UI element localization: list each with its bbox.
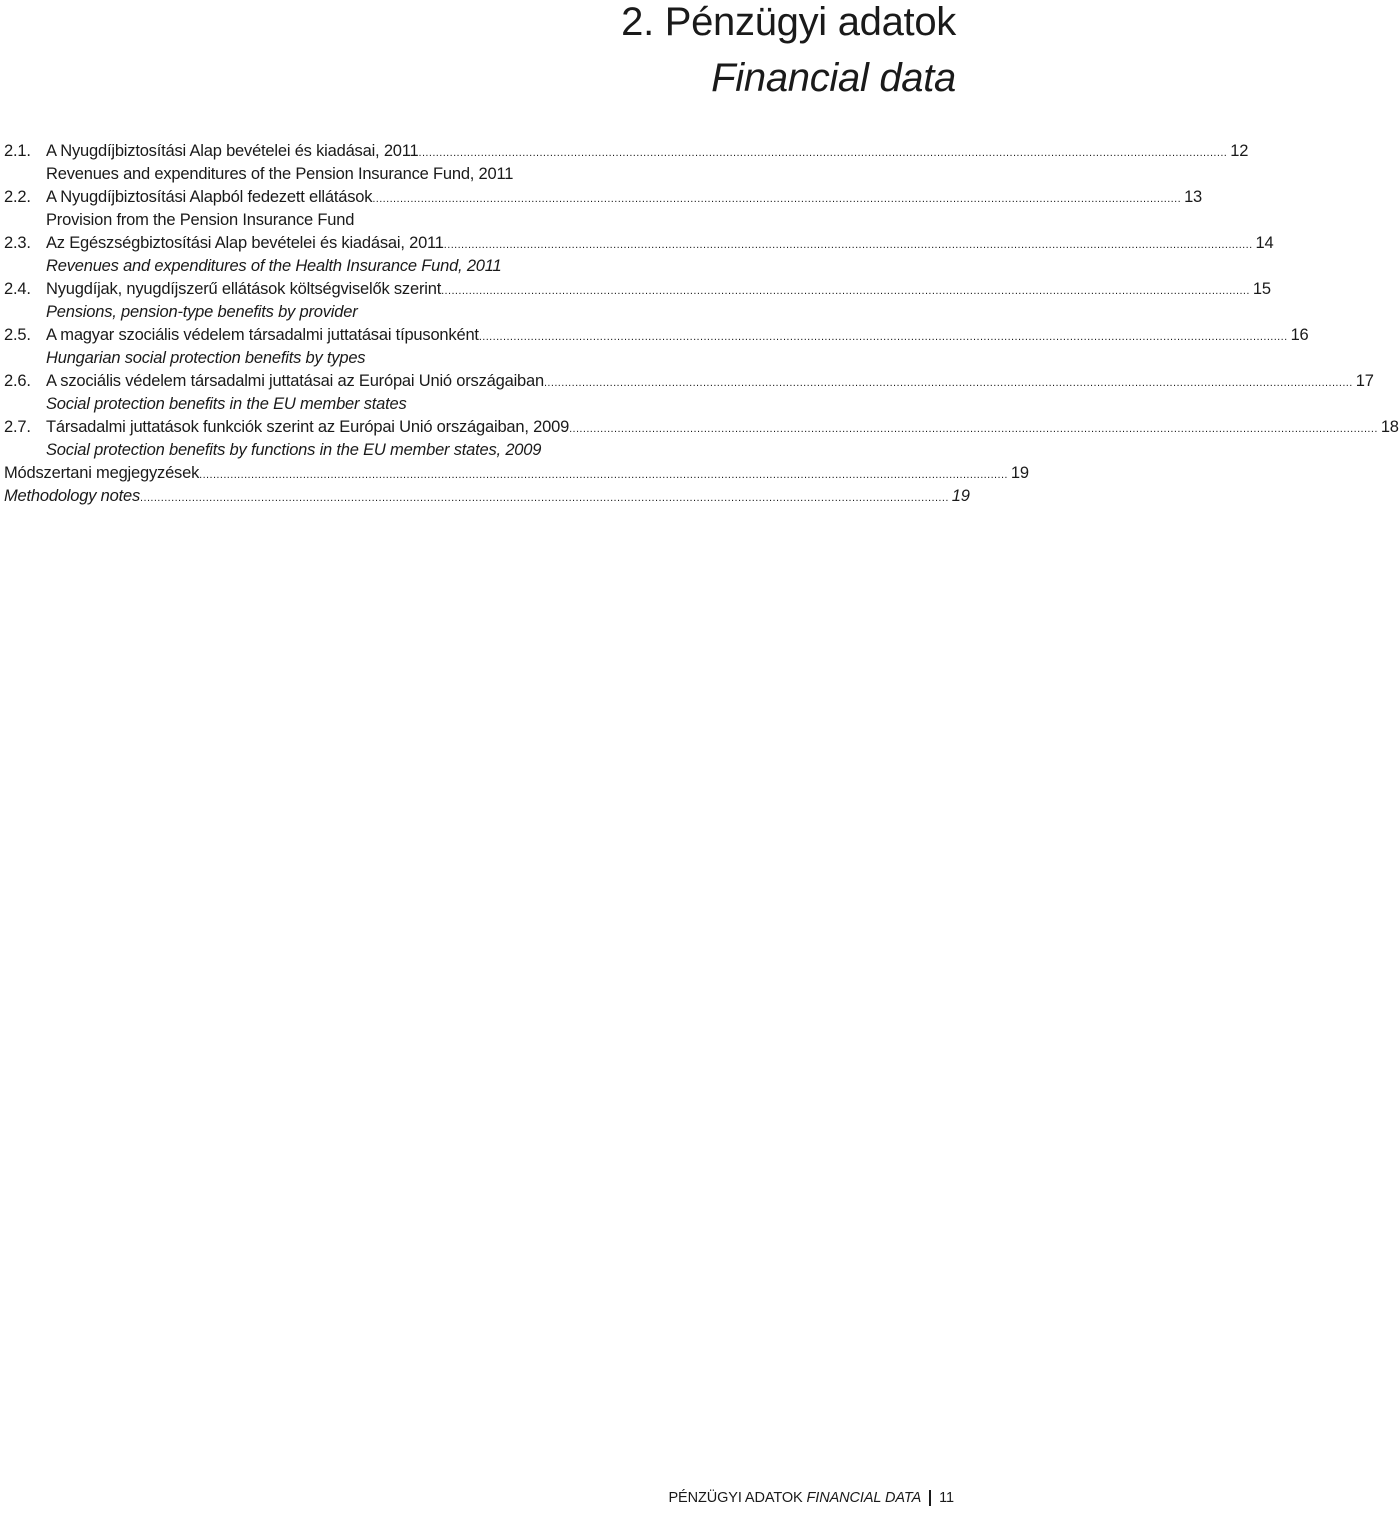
toc-entry[interactable] [4, 324, 1309, 347]
toc-entry-title: Hungarian social protection benefits by types [46, 349, 366, 367]
toc-entry-page: 12 [1230, 142, 1249, 160]
toc-entry[interactable] [4, 439, 918, 462]
toc-entry-title: Revenues and expenditures of the Health Insurance Fund, 2011 [46, 257, 502, 275]
toc-entry-number: 2.7. [4, 418, 31, 436]
table-of-contents [4, 140, 1399, 508]
toc-entry-title: Társadalmi juttatások funkciók szerint az Európai Unió országaiban, 2009 [46, 418, 570, 436]
toc-leader-dots: .......................................................................................................................................................................................................................................... [418, 147, 1228, 159]
toc-entry-title: Social protection benefits by functions in the EU member states, 2009 [46, 441, 542, 459]
toc-entry[interactable] [4, 186, 1203, 209]
toc-leader-dots: .......................................................................................................................................................................................................................................... [443, 239, 1253, 251]
toc-entry-page: 18 [1380, 418, 1399, 436]
toc-entry-title: Methodology notes [4, 487, 141, 505]
toc-leader-dots: .......................................................................................................................................................................................................................................... [543, 377, 1353, 389]
toc-entry-page: 13 [1184, 188, 1203, 206]
toc-entry[interactable] [4, 232, 1274, 255]
toc-leader-dots: .......................................................................................................................................................................................................................................... [478, 331, 1288, 343]
toc-entry-number: 2.1. [4, 142, 31, 160]
toc-entry[interactable] [4, 393, 918, 416]
toc-entry-title: Módszertani megjegyzések [4, 464, 200, 482]
page-footer [668, 1490, 954, 1506]
toc-entry[interactable] [4, 301, 918, 324]
footer-section-hungarian: PÉNZÜGYI ADATOK [668, 1490, 803, 1506]
chapter-title-english: Financial data [711, 56, 956, 100]
toc-entry-number: 2.6. [4, 372, 31, 390]
toc-entry-title: Provision from the Pension Insurance Fund [46, 211, 355, 229]
chapter-title-hungarian: 2. Pénzügyi adatok [621, 0, 956, 44]
toc-entry-page: 19 [1010, 464, 1029, 482]
toc-entry-title: A Nyugdíjbiztosítási Alap bevételei és kiadásai, 2011 [46, 142, 419, 160]
toc-entry-title: Revenues and expenditures of the Pension Insurance Fund, 2011 [46, 165, 514, 183]
toc-leader-dots: .......................................................................................................................................................................................................................................... [140, 492, 949, 504]
toc-entry-title: A magyar szociális védelem társadalmi juttatásai típusonként [46, 326, 479, 344]
toc-entry-number: 2.5. [4, 326, 31, 344]
toc-leader-dots: .......................................................................................................................................................................................................................................... [569, 423, 1378, 435]
toc-leader-dots: .......................................................................................................................................................................................................................................... [441, 285, 1250, 297]
toc-entry-title: A szociális védelem társadalmi juttatásai az Európai Unió országaiban [46, 372, 544, 390]
page-number: 11 [939, 1490, 954, 1506]
toc-entry-page: 15 [1252, 280, 1271, 298]
toc-entry[interactable] [4, 209, 918, 232]
toc-entry-title: A Nyugdíjbiztosítási Alapból fedezett ellátások [46, 188, 373, 206]
toc-entry[interactable] [4, 370, 1374, 393]
toc-entry-title: Pensions, pension-type benefits by provider [46, 303, 358, 321]
toc-entry[interactable] [4, 485, 970, 508]
toc-entry-title: Nyugdíjak, nyugdíjszerű ellátások költségviselők szerint [46, 280, 442, 298]
toc-leader-dots: .......................................................................................................................................................................................................................................... [199, 469, 1008, 481]
footer-divider [929, 1490, 931, 1506]
toc-entry[interactable] [4, 278, 1271, 301]
toc-entry-title: Social protection benefits in the EU member states [46, 395, 407, 413]
toc-entry-page: 17 [1355, 372, 1374, 390]
toc-entry[interactable] [4, 416, 1399, 439]
footer-section-english: FINANCIAL DATA [806, 1490, 922, 1506]
toc-entry[interactable] [4, 140, 1249, 163]
toc-entry-page: 14 [1255, 234, 1274, 252]
toc-entry[interactable] [4, 462, 1029, 485]
chapter-title [621, 0, 956, 100]
toc-entry[interactable] [4, 347, 918, 370]
toc-entry-number: 2.2. [4, 188, 31, 206]
toc-entry-title: Az Egészségbiztosítási Alap bevételei és kiadásai, 2011 [46, 234, 444, 252]
toc-entry-number: 2.4. [4, 280, 31, 298]
toc-entry[interactable] [4, 255, 918, 278]
toc-leader-dots: .......................................................................................................................................................................................................................................... [372, 193, 1182, 205]
toc-entry-number: 2.3. [4, 234, 31, 252]
toc-entry-page: 19 [951, 487, 970, 505]
toc-entry[interactable] [4, 163, 918, 186]
toc-entry-page: 16 [1290, 326, 1309, 344]
